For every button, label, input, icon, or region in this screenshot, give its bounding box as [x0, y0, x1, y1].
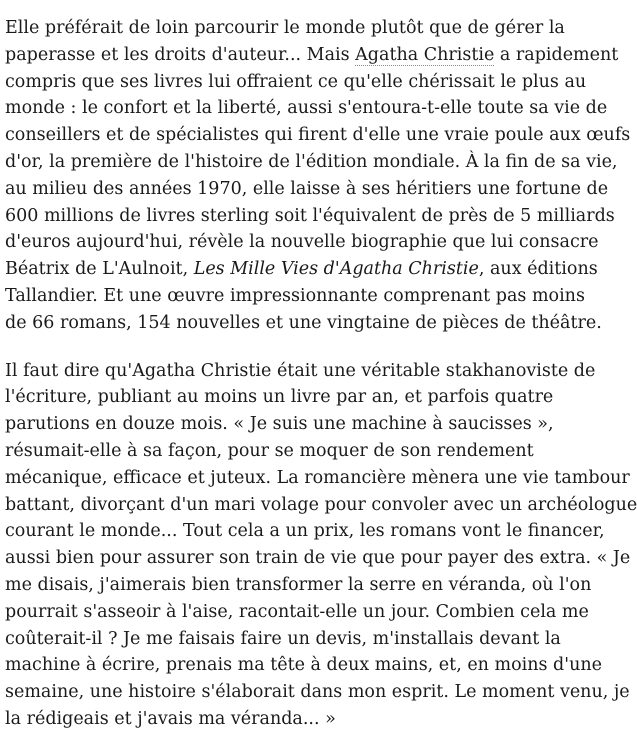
author-link[interactable]: Agatha Christie — [355, 44, 495, 65]
book-title: Les Mille Vies d'Agatha Christie — [193, 259, 479, 280]
text-line: résumait-elle à sa façon, pour se moquer de son rendement — [5, 440, 534, 461]
text-line: machine à écrire, prenais ma tête à deux mains, et, en moins d'une — [5, 655, 602, 676]
text-line: de 66 romans, 154 nouvelles et une vingtaine de pièces de théâtre. — [5, 312, 602, 333]
text-line: Elle préférait de loin parcourir le monde plutôt que de gérer la — [5, 18, 565, 38]
text-line: parutions en douze mois. « Je suis une machine à saucisses », — [5, 414, 554, 435]
text-segment: a rapidement — [494, 44, 619, 65]
text-line: aussi bien pour assurer son train de vie que pour payer des extra. « Je — [5, 548, 631, 569]
paragraph-2 — [5, 358, 637, 733]
text-line: monde : le confort et la liberté, aussi s'entoura-t-elle toute sa vie de — [5, 98, 608, 119]
text-line: mécanique, efficace et juteux. La romancière mènera une vie tambour — [5, 467, 630, 488]
text-line: Il faut dire qu'Agatha Christie était une véritable stakhanoviste de — [5, 360, 596, 381]
text-line: coûterait-il ? Je me faisais faire un devis, m'installais devant la — [5, 628, 561, 649]
text-line: Tallandier. Et une œuvre impressionnante comprenant pas moins — [5, 285, 585, 306]
text-line: d'or, la première de l'histoire de l'édition mondiale. À la fin de sa vie, — [5, 151, 618, 172]
text-line: au milieu des années 1970, elle laisse à ses héritiers une fortune de — [5, 178, 609, 199]
paragraph-1 — [5, 15, 631, 337]
text-line: pourrait s'asseoir à l'aise, racontait-elle un jour. Combien cela me — [5, 601, 589, 622]
text-segment: Béatrix de L'Aulnoit, — [5, 259, 194, 280]
text-line: semaine, une histoire s'élaborait dans mon esprit. Le moment venu, je — [5, 682, 630, 703]
text-line: 600 millions de livres sterling soit l'équivalent de près de 5 milliards — [5, 205, 615, 226]
text-line: battant, divorçant d'un mari volage pour convoler avec un archéologue — [5, 494, 637, 515]
text-line: l'écriture, publiant au moins un livre par an, et parfois quatre — [5, 387, 554, 408]
text-line: courant le monde... Tout cela a un prix, les romans vont le financer, — [5, 521, 605, 542]
text-line: me disais, j'aimerais bien transformer la serre en véranda, où l'on — [5, 574, 592, 595]
text-line: la rédigeais et j'avais ma véranda... » — [5, 708, 336, 729]
text-segment: paperasse et les droits d'auteur... Mais — [5, 44, 356, 65]
text-line — [5, 256, 601, 283]
text-segment: , aux éditions — [478, 259, 598, 280]
text-line: conseillers et de spécialistes qui firent d'elle une vraie poule aux œufs — [5, 125, 631, 146]
text-line — [5, 42, 619, 69]
text-line: d'euros aujourd'hui, révèle la nouvelle biographie que lui consacre — [5, 232, 599, 253]
text-line: compris que ses livres lui offraient ce qu'elle chérissait le plus au — [5, 71, 587, 92]
